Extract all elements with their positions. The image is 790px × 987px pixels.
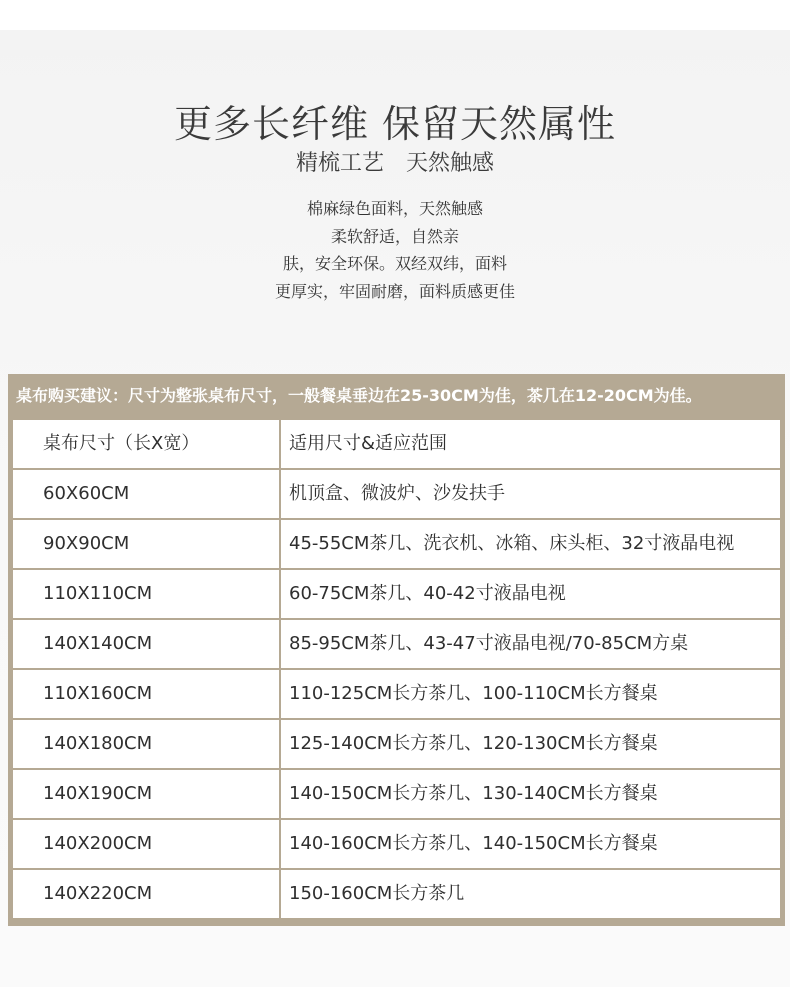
size-cell: 140X140CM [43, 633, 153, 654]
size-table [8, 374, 785, 926]
purchase-advice-banner: 桌布购买建议：尺寸为整张桌布尺寸，一般餐桌垂边在25-30CM为佳，茶几在12-20CM为佳。 [16, 386, 702, 405]
size-cell: 60X60CM [43, 483, 130, 504]
usage-cell: 85-95CM茶几、43-47寸液晶电视/70-85CM方桌 [289, 633, 689, 654]
table-row [13, 770, 780, 818]
table-row [13, 870, 780, 918]
page-title: 更多长纤维 保留天然属性 [173, 102, 617, 146]
table-row [13, 520, 780, 568]
description-line: 棉麻绿色面料，天然触感 [306, 199, 483, 218]
column-header-size: 桌布尺寸（长X宽） [43, 433, 200, 454]
description-line: 更厚实，牢固耐磨，面料质感更佳 [274, 281, 515, 301]
column-header-usage: 适用尺寸&适应范围 [289, 433, 448, 454]
usage-cell: 125-140CM长方茶几、120-130CM长方餐桌 [289, 733, 658, 754]
size-cell: 140X190CM [43, 783, 153, 804]
size-cell: 110X110CM [43, 583, 153, 604]
size-cell: 140X200CM [43, 833, 153, 854]
table-row [13, 620, 780, 668]
usage-cell: 150-160CM长方茶几 [289, 883, 465, 904]
usage-cell: 140-150CM长方茶几、130-140CM长方餐桌 [289, 783, 658, 804]
size-cell: 140X180CM [43, 733, 153, 754]
table-row [13, 820, 780, 868]
table-row [13, 670, 780, 718]
table-row [13, 720, 780, 768]
description-line: 肤，安全环保。双经双纬，面料 [282, 254, 507, 273]
size-cell: 140X220CM [43, 883, 153, 904]
usage-cell: 140-160CM长方茶几、140-150CM长方餐桌 [289, 833, 658, 854]
description-line: 柔软舒适，自然亲 [330, 226, 459, 246]
usage-cell: 110-125CM长方茶几、100-110CM长方餐桌 [289, 683, 658, 704]
table-row [13, 470, 780, 518]
usage-cell: 机顶盒、微波炉、沙发扶手 [289, 483, 505, 504]
usage-cell: 45-55CM茶几、洗衣机、冰箱、床头柜、32寸液晶电视 [289, 533, 735, 554]
page-subtitle: 精梳工艺 天然触感 [295, 151, 494, 176]
size-cell: 90X90CM [43, 533, 130, 554]
usage-cell: 60-75CM茶几、40-42寸液晶电视 [289, 583, 566, 604]
table-row [13, 570, 780, 618]
description [0, 195, 790, 305]
size-cell: 110X160CM [43, 683, 153, 704]
table-header-row [13, 420, 780, 468]
